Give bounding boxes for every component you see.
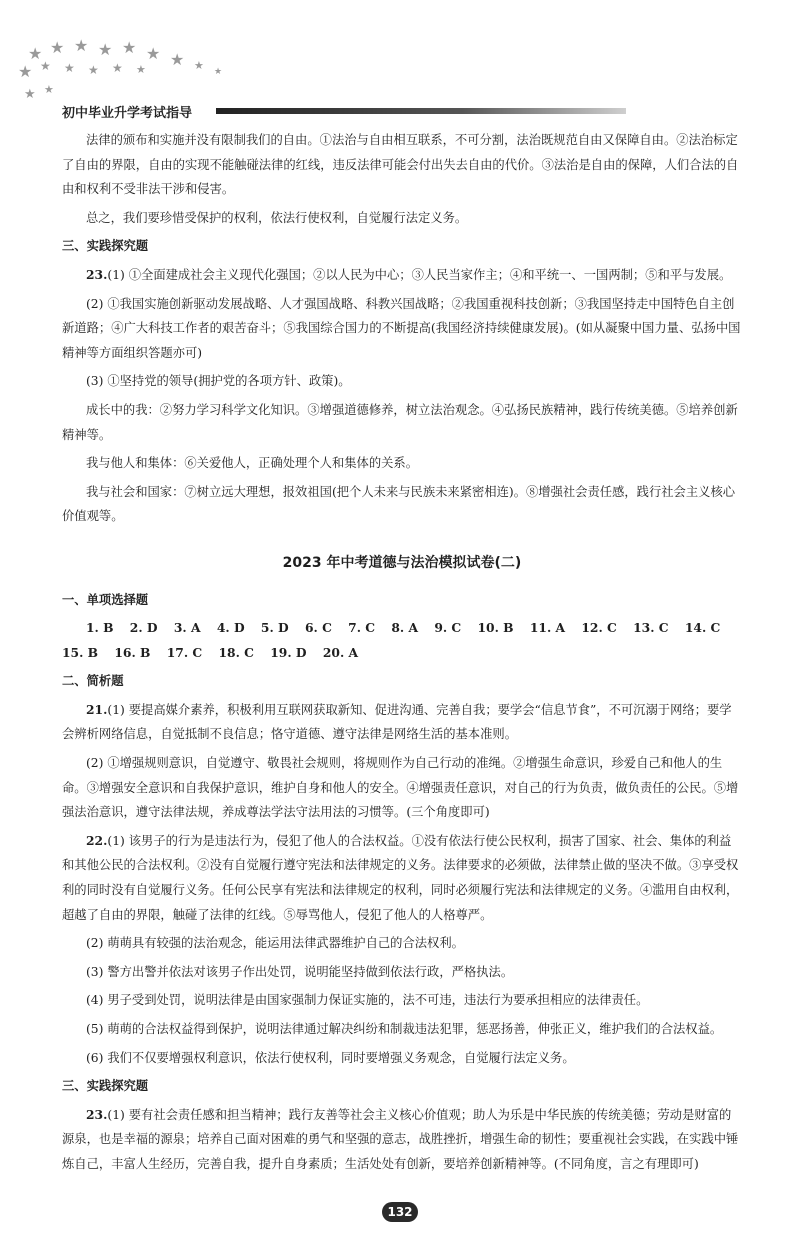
answer-item: 1. B xyxy=(86,620,114,636)
answer-item: 17. C xyxy=(166,644,203,660)
question-23-part-1 xyxy=(62,263,742,288)
section-heading: 二、简析题 xyxy=(62,674,124,689)
paragraph: 成长中的我：②努力学习科学文化知识。③增强道德修养，树立法治观念。④弘扬民族精神，践行传统美德。⑤培养创新精神等。 xyxy=(62,402,738,442)
question-21-part-2: (2) ①增强规则意识，自觉遵守、敬畏社会规则，将规则作为自己行动的准绳。②增强生命意识，珍爱自己和他人的生命。③增强安全意识和自我保护意识，维护自身和他人的安全。④增强责任意识，对自己的行为负责，做负责任的公民。⑤增强法治意识，遵守法律法规，养成尊法学法守法用法的习惯等。(三个角度即可) xyxy=(62,756,739,820)
answer-text: (1) 要有社会责任感和担当精神；践行友善等社会主义核心价值观；助人为乐是中华民族的传统美德；劳动是财富的源泉，也是幸福的源泉；培养自己面对困难的勇气和坚强的意志，战胜挫折，增强生命的韧性；要重视社会实践，在实践中锤炼自己，丰富人生经历，完善自我，提升自身素质；生活处处有创新，要培养创新精神等。(不同角度，言之有理即可) xyxy=(62,1107,739,1171)
star-icon: ★ xyxy=(98,40,113,59)
question-number: 23. xyxy=(86,1106,108,1122)
page-number: 132 xyxy=(382,1202,418,1222)
question-22-part-2: (2) 萌萌具有较强的法治观念，能运用法律武器维护自己的合法权利。 xyxy=(86,936,464,951)
answer-item: 5. D xyxy=(260,620,289,636)
star-icon: ★ xyxy=(44,83,54,96)
answer-item: 8. A xyxy=(391,620,419,636)
exam-title: 2023 年中考道德与法治模拟试卷(二) xyxy=(282,554,522,571)
answer-text: (1) 要提高媒介素养，积极利用互联网获取新知、促进沟通、完善自我；要学会“信息节食”，不可沉溺于网络；要学会辨析网络信息，自觉抵制不良信息；恪守道德、遵守法律是网络生活的基本准则。 xyxy=(62,702,732,742)
answer-item: 12. C xyxy=(581,620,617,636)
star-icon: ★ xyxy=(64,61,75,75)
answer-item: 19. D xyxy=(270,644,307,660)
paragraph: 我与他人和集体：⑥关爱他人，正确处理个人和集体的关系。 xyxy=(86,456,419,471)
answer-item: 16. B xyxy=(114,644,151,660)
question-22-part-1 xyxy=(62,829,742,927)
answer-item: 6. C xyxy=(304,620,332,636)
star-icon: ★ xyxy=(28,44,43,63)
question-22-part-5: (5) 萌萌的合法权益得到保护，说明法律通过解决纠纷和制裁违法犯罪，惩恶扬善，伸张正义，维护我们的合法权益。 xyxy=(86,1022,723,1036)
answer-item: 10. B xyxy=(477,620,514,636)
star-icon: ★ xyxy=(88,63,99,77)
star-icon: ★ xyxy=(214,67,223,77)
star-icon: ★ xyxy=(74,36,89,55)
answer-item: 9. C xyxy=(434,620,462,636)
section-heading: 一、单项选择题 xyxy=(62,592,149,607)
answer-item: 18. C xyxy=(218,644,254,660)
section-heading: 三、实践探究题 xyxy=(62,239,149,254)
answer-item: 14. C xyxy=(684,620,721,636)
answer-key xyxy=(62,616,742,665)
question-23-part-3: (3) ①坚持党的领导(拥护党的各项方针、政策)。 xyxy=(86,374,351,389)
section-heading: 三、实践探究题 xyxy=(62,1079,149,1094)
paragraph: 我与社会和国家：⑦树立远大理想，报效祖国(把个人未来与民族未来紧密相连)。⑧增强社会责任感，践行社会主义核心价值观等。 xyxy=(62,484,736,524)
question-23-part-2: (2) ①我国实施创新驱动发展战略、人才强国战略、科教兴国战略；②我国重视科技创新；③我国坚持走中国特色自主创新道路；④广大科技工作者的艰苦奋斗；⑤我国综合国力的不断提高(我国经济持续健康发展)。(如从凝聚中国力量、弘扬中国精神等方面组织答题亦可) xyxy=(62,296,741,360)
answer-item: 4. D xyxy=(216,620,245,636)
star-icon: ★ xyxy=(40,59,51,73)
page-header xyxy=(0,0,800,120)
star-icon: ★ xyxy=(194,59,204,72)
book-series-title: 初中毕业升学考试指导 xyxy=(62,106,193,121)
star-icon: ★ xyxy=(146,44,161,63)
star-icon: ★ xyxy=(18,62,33,81)
answer-item: 15. B xyxy=(62,644,99,660)
question-21-part-1 xyxy=(62,698,742,747)
page-content xyxy=(62,128,742,1181)
paragraph: 总之，我们要珍惜受保护的权利，依法行使权利，自觉履行法定义务。 xyxy=(86,210,468,225)
question-number: 21. xyxy=(86,701,108,717)
paragraph: 法律的颁布和实施并没有限制我们的自由。①法治与自由相互联系，不可分割，法治既规范自由又保障自由。②法治标定了自由的界限，自由的实现不能触碰法律的红线，违反法律可能会付出失去自由的代价。③法治是自由的保障，人们合法的自由和权利不受非法干涉和侵害。 xyxy=(62,133,739,197)
question-22-part-6: (6) 我们不仅要增强权利意识，依法行使权利，同时要增强义务观念，自觉履行法定义务。 xyxy=(86,1050,575,1065)
header-rule xyxy=(216,108,626,114)
star-icon: ★ xyxy=(50,38,65,57)
star-icon: ★ xyxy=(122,38,137,57)
question-22-part-3: (3) 警方出警并依法对该男子作出处罚，说明能坚持做到依法行政，严格执法。 xyxy=(86,964,514,979)
answer-item: 11. A xyxy=(529,620,566,636)
star-icon: ★ xyxy=(24,87,36,102)
question-number: 22. xyxy=(86,832,108,848)
star-icon: ★ xyxy=(136,63,146,76)
answer-text: (1) 该男子的行为是违法行为，侵犯了他人的合法权益。①没有依法行使公民权利，损害了国家、社会、集体的利益和其他公民的合法权利。②没有自觉履行遵守宪法和法律规定的义务。法律要求的必须做，法律禁止做的坚决不做。③享受权利的同时没有自觉履行义务。任何公民享有宪法和法律规定的权利，同时必须履行宪法和法律规定的义务。④滥用自由权利，超越了自由的界限，触碰了法律的红线。⑤辱骂他人，侵犯了他人的人格尊严。 xyxy=(62,833,739,922)
question-number: 23. xyxy=(86,266,108,282)
question-23-part-1 xyxy=(62,1103,742,1177)
answer-text: (1) ①全面建成社会主义现代化强国；②以人民为中心；③人民当家作主；④和平统一、一国两制；⑤和平与发展。 xyxy=(107,267,732,282)
answer-item: 7. C xyxy=(348,620,376,636)
answer-item: 3. A xyxy=(173,620,201,636)
answer-item: 13. C xyxy=(633,620,669,636)
star-icon: ★ xyxy=(170,50,185,69)
answer-item: 20. A xyxy=(322,644,359,660)
star-icon: ★ xyxy=(112,61,123,75)
question-22-part-4: (4) 男子受到处罚，说明法律是由国家强制力保证实施的，法不可违，违法行为要承担相应的法律责任。 xyxy=(86,993,649,1008)
answer-item: 2. D xyxy=(129,620,158,636)
star-decoration xyxy=(18,38,228,108)
